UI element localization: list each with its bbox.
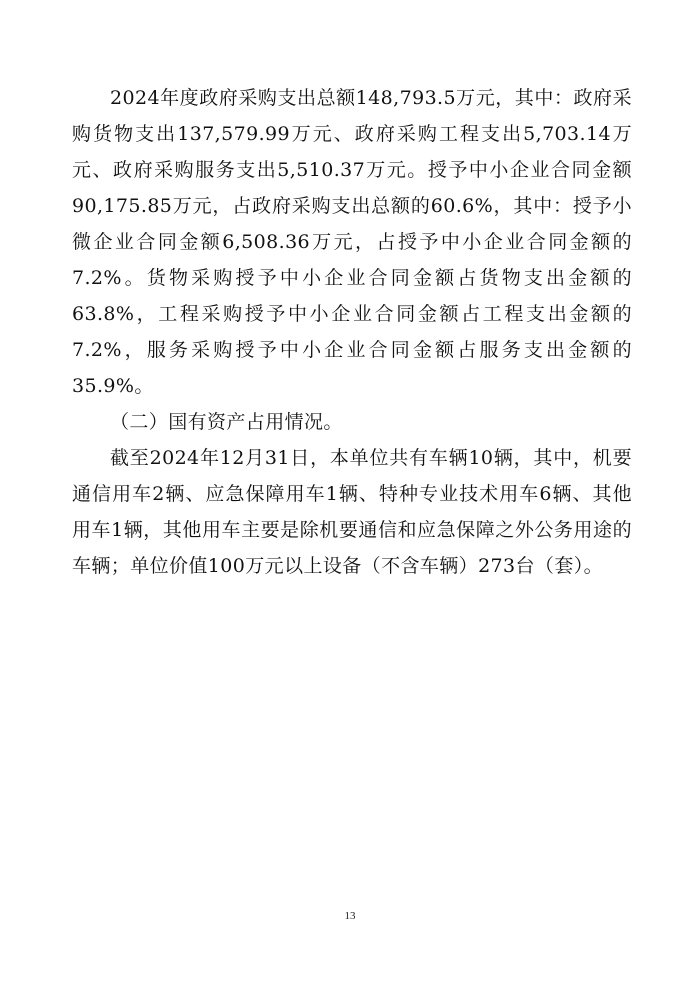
assets-paragraph: 截至2024年12月31日，本单位共有车辆10辆，其中，机要通信用车2辆、应急保障用车1辆、特种专业技术用车6辆、其他用车1辆，其他用车主要是除机要通信和应急保障之外公务用途的车辆；单位价值100万元以上设备（不含车辆）273台（套）。 <box>72 447 632 577</box>
document-body <box>72 80 632 584</box>
page-number: 13 <box>344 910 356 922</box>
section-heading-state-assets: （二）国有资产占用情况。 <box>110 411 343 433</box>
procurement-paragraph: 2024年度政府采购支出总额148,793.5万元，其中：政府采购货物支出137,579.99万元、政府采购工程支出5,703.14万元、政府采购服务支出5,510.37万元。授予中小企业合同金额90,175.85万元，占政府采购支出总额的60.6%，其中：授予小微企业合同金额6,508.36万元，占授予中小企业合同金额的7.2%。货物采购授予中小企业合同金额占货物支出金额的63.8%，工程采购授予中小企业合同金额占工程支出金额的7.2%，服务采购授予中小企业合同金额占服务支出金额的35.9%。 <box>72 87 632 397</box>
